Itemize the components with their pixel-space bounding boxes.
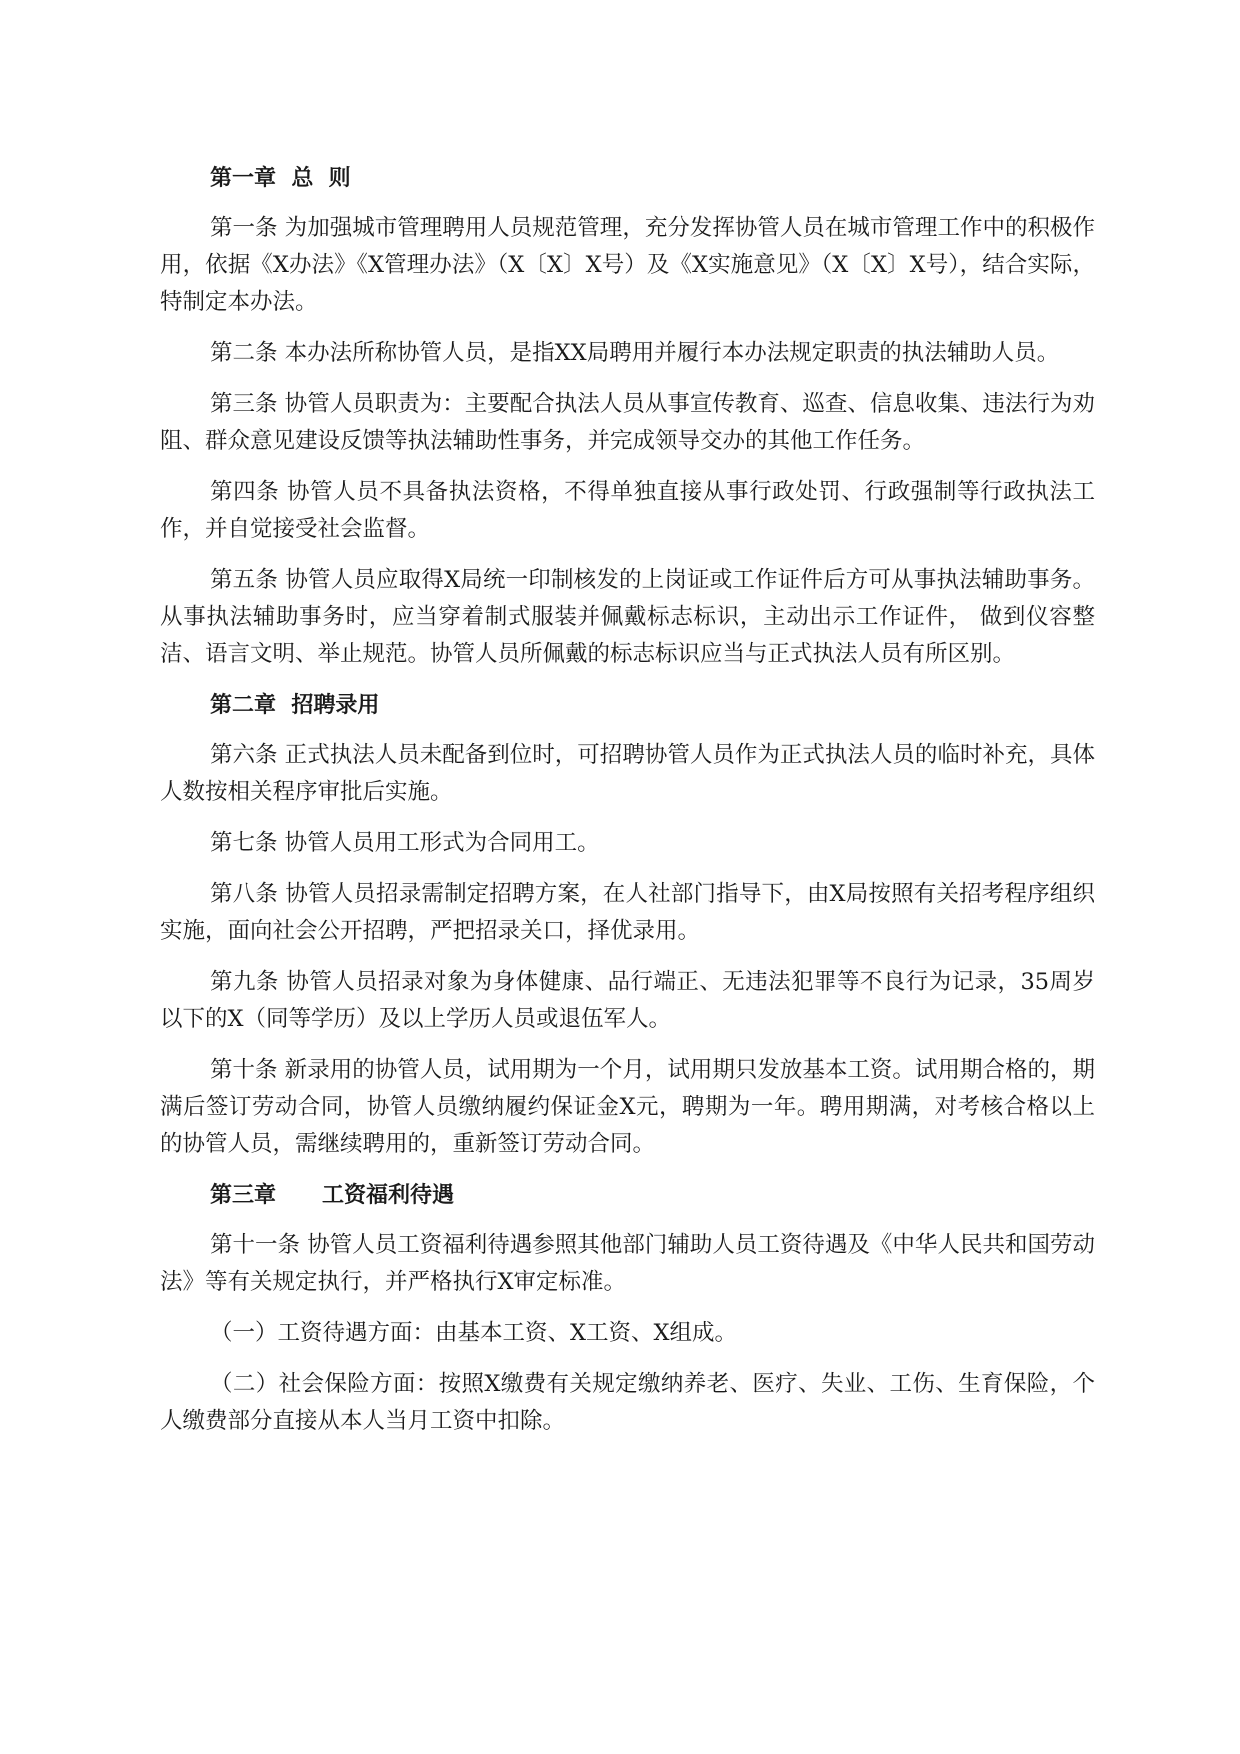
article-4: 第四条 协管人员不具备执法资格，不得单独直接从事行政处罚、行政强制等行政执法工作，并自觉接受社会监督。	[160, 479, 1095, 542]
article-11-item-2: （二）社会保险方面：按照X缴费有关规定缴纳养老、医疗、失业、工伤、生育保险，个人缴费部分直接从本人当月工资中扣除。	[160, 1371, 1095, 1434]
article-9: 第九条 协管人员招录对象为身体健康、品行端正、无违法犯罪等不良行为记录，35周岁以下的X（同等学历）及以上学历人员或退伍军人。	[160, 969, 1095, 1032]
article-10: 第十条 新录用的协管人员，试用期为一个月，试用期只发放基本工资。试用期合格的，期满后签订劳动合同，协管人员缴纳履约保证金X元，聘期为一年。聘用期满，对考核合格以上的协管人员，需继续聘用的，重新签订劳动合同。	[160, 1057, 1095, 1157]
article-3: 第三条 协管人员职责为：主要配合执法人员从事宣传教育、巡查、信息收集、违法行为劝阻、群众意见建设反馈等执法辅助性事务，并完成领导交办的其他工作任务。	[160, 391, 1095, 454]
article-7: 第七条 协管人员用工形式为合同用工。	[210, 830, 600, 856]
chapter-3-heading: 第三章 工资福利待遇	[210, 1182, 454, 1208]
article-5: 第五条 协管人员应取得X局统一印制核发的上岗证或工作证件后方可从事执法辅助事务。从事执法辅助事务时，应当穿着制式服装并佩戴标志标识，主动出示工作证件， 做到仪容整洁、语言文明、举止规范。协管人员所佩戴的标志标识应当与正式执法人员有所区别。	[160, 567, 1096, 667]
article-11-item-1: （一）工资待遇方面：由基本工资、X工资、X组成。	[210, 1320, 738, 1346]
chapter-1-heading: 第一章 总 则	[210, 165, 351, 191]
document-page	[160, 160, 1095, 1454]
article-2: 第二条 本办法所称协管人员，是指XX局聘用并履行本办法规定职责的执法辅助人员。	[210, 340, 1060, 366]
article-1: 第一条 为加强城市管理聘用人员规范管理，充分发挥协管人员在城市管理工作中的积极作用，依据《X办法》《X管理办法》（X〔X〕X号）及《X实施意见》（X〔X〕X号），结合实际，特制定本办法。	[160, 215, 1095, 315]
article-6: 第六条 正式执法人员未配备到位时，可招聘协管人员作为正式执法人员的临时补充，具体人数按相关程序审批后实施。	[160, 742, 1095, 805]
chapter-2-heading: 第二章 招聘录用	[210, 692, 380, 718]
article-8: 第八条 协管人员招录需制定招聘方案，在人社部门指导下，由X局按照有关招考程序组织实施，面向社会公开招聘，严把招录关口，择优录用。	[160, 881, 1095, 944]
article-11: 第十一条 协管人员工资福利待遇参照其他部门辅助人员工资待遇及《中华人民共和国劳动法》等有关规定执行，并严格执行X审定标准。	[160, 1232, 1095, 1295]
